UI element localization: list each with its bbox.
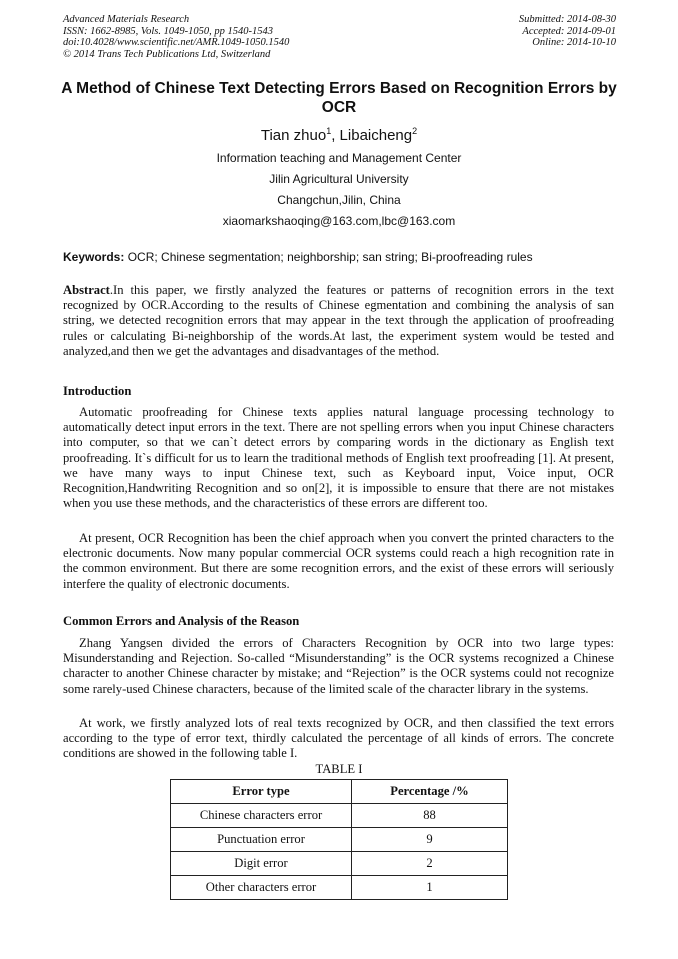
error-type-table — [170, 779, 508, 900]
affiliation-city: Changchun,Jilin, China — [277, 193, 401, 207]
intro-paragraph-1: Automatic proofreading for Chinese texts applies natural language processing technology to automatically detect input errors in the text. There are not spelling errors when you input Chinese characters into computer, so that we can`t detect errors by comparing words in the dictionary as English text proofreading. It`s difficult for us to learn the traditional methods of English text proofreading [1]. At present, we have many ways to input Chinese text, such as Keyboard input, Voice input, OCR Recognition,Handwriting Recognition and so on[2], it is impossible to ensure that there are not mistakes when you use these methods, and the characteristics of these errors are different too. — [63, 405, 614, 511]
submitted-date: Submitted: 2014-08-30 — [518, 14, 616, 25]
table-cell-type: Other characters error — [171, 876, 352, 900]
errors-paragraph-2: At work, we firstly analyzed lots of real texts recognized by OCR, and then classified the text errors according to the type of error text, thirdly calculated the percentage of all kinds of errors. The concrete conditions are showed in the following table I. — [63, 716, 614, 761]
keywords-label: Keywords: — [63, 250, 125, 264]
journal-copyright: © 2014 Trans Tech Publications Ltd, Switzerland — [63, 48, 271, 60]
abstract — [63, 283, 614, 359]
intro-paragraph-2: At present, OCR Recognition has been the chief approach when you convert the printed characters to the electronic documents. Now many popular commercial OCR systems could reach a high recognition rate in the common environment. But there are some recognition errors, and the exist of these errors will seriously interfere the quality of electronic documents. — [63, 531, 614, 591]
table-cell-percentage: 88 — [352, 804, 508, 828]
keywords-text: OCR; Chinese segmentation; neighborship; san string; Bi-proofreading rules — [124, 250, 533, 264]
table-row — [171, 876, 508, 900]
journal-issn: ISSN: 1662-8985, Vols. 1049-1050, pp 1540-1543 — [63, 25, 273, 37]
author-separator: , — [331, 127, 340, 144]
table-header-row — [171, 780, 508, 804]
abstract-text: .In this paper, we firstly analyzed the features or patterns of recognition errors in the text recognized by OCR.According to the results of Chinese egmentation and combining the analysis of san string, we detected recognition errors that may appear in the text through the application of proofreading rules or calculating Bi-neighborship of the words.At last, the experiment system would be tested and analyzed,and then we get the advantages and disadvantages of the method. — [63, 283, 614, 358]
section-heading-introduction: Introduction — [63, 384, 132, 398]
table-cell-type: Punctuation error — [171, 828, 352, 852]
table-row — [171, 828, 508, 852]
table-header-percentage: Percentage /% — [352, 780, 508, 804]
section-heading-common-errors: Common Errors and Analysis of the Reason — [63, 614, 300, 628]
author-1-mark: 1 — [326, 126, 332, 136]
table-cell-percentage: 9 — [352, 828, 508, 852]
table-cell-type: Chinese characters error — [171, 804, 352, 828]
submission-dates — [519, 14, 616, 49]
table-row — [171, 852, 508, 876]
author-emails: xiaomarkshaoqing@163.com,lbc@163.com — [222, 214, 456, 228]
table-header-error-type: Error type — [171, 780, 352, 804]
journal-info — [63, 14, 289, 60]
author-1: Tian zhuo — [260, 127, 327, 144]
accepted-date: Accepted: 2014-09-01 — [522, 25, 616, 37]
abstract-label: Abstract — [63, 283, 110, 297]
online-date: Online: 2014-10-10 — [532, 37, 616, 48]
author-line — [0, 122, 678, 145]
journal-doi: doi:10.4028/www.scientific.net/AMR.1049-1050.1540 — [63, 37, 290, 48]
table-caption: TABLE I — [315, 762, 363, 776]
paper-title: A Method of Chinese Text Detecting Errors Based on Recognition Errors by OCR — [61, 80, 617, 116]
author-2: Libaicheng — [339, 127, 413, 144]
errors-paragraph-1: Zhang Yangsen divided the errors of Characters Recognition by OCR into two large types: Misunderstanding and Rejection. So-called “Misunderstanding” is the OCR systems recognized a Chinese character to another Chinese character by mistake; and “Rejection” is the OCR systems could not recognize some rarely-used Chinese characters, because of the limited scale of the character library in the systems. — [63, 636, 614, 696]
table-cell-percentage: 1 — [352, 876, 508, 900]
table-row — [171, 804, 508, 828]
journal-name: Advanced Materials Research — [63, 14, 190, 25]
keywords — [63, 250, 623, 264]
affiliation-center: Information teaching and Management Center — [216, 151, 462, 165]
author-2-mark: 2 — [412, 126, 418, 136]
affiliation-university: Jilin Agricultural University — [269, 172, 409, 186]
table-cell-type: Digit error — [171, 852, 352, 876]
table-cell-percentage: 2 — [352, 852, 508, 876]
